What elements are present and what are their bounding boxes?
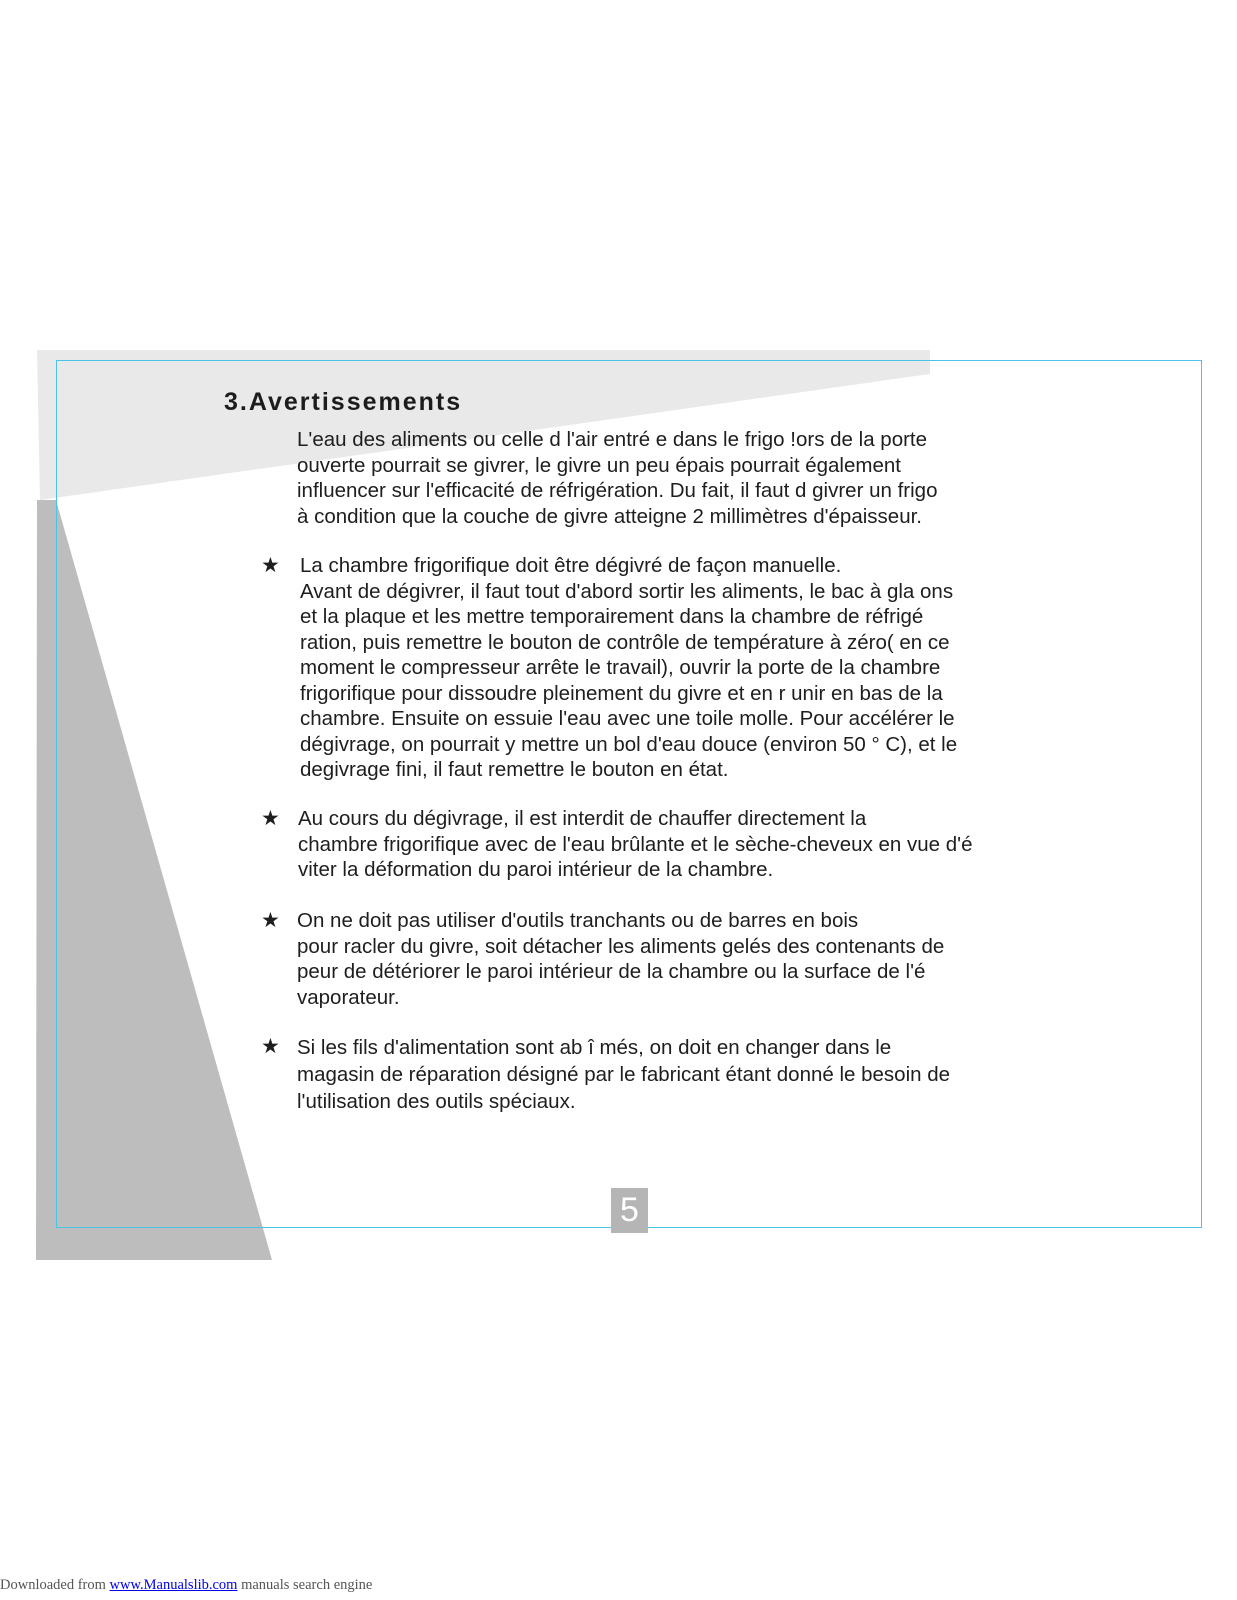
star-bullet-icon: ★ xyxy=(261,909,280,932)
text-line: chambre. Ensuite on essuie l'eau avec une toile molle. Pour accélérer le xyxy=(300,707,955,730)
section-title: 3.Avertissements xyxy=(224,388,463,416)
bullet-paragraph-2 xyxy=(298,806,973,883)
star-bullet-icon: ★ xyxy=(261,1035,280,1058)
text-line: La chambre frigorifique doit être dégivré de façon manuelle. xyxy=(300,554,842,577)
text-line: vaporateur. xyxy=(297,985,400,1009)
page-number: 5 xyxy=(611,1188,648,1233)
text-line: influencer sur l'efficacité de réfrigération. Du fait, il faut d givrer un frigo xyxy=(297,479,938,502)
text-line: moment le compresseur arrête le travail), ouvrir la porte de la chambre xyxy=(300,656,941,679)
text-line: dégivrage, on pourrait y mettre un bol d'eau douce (environ 50 ° C), et le xyxy=(300,732,958,756)
text-line: On ne doit pas utiliser d'outils tranchants ou de barres en bois xyxy=(297,909,859,932)
text-line: Si les fils d'alimentation sont ab î més, on doit en changer dans le xyxy=(297,1036,892,1059)
footer xyxy=(0,1577,372,1594)
text-line: degivrage fini, il faut remettre le bouton en état. xyxy=(300,758,729,781)
text-line: chambre frigorifique avec de l'eau brûlante et le sèche-cheveux en vue d'é xyxy=(298,832,973,856)
text-line: peur de détériorer le paroi intérieur de la chambre ou la surface de l'é xyxy=(297,960,926,983)
footer-prefix: Downloaded from xyxy=(0,1577,110,1593)
star-bullet-icon: ★ xyxy=(261,554,280,577)
text-line: magasin de réparation désigné par le fabricant étant donné le besoin de xyxy=(297,1063,951,1086)
star-bullet-icon: ★ xyxy=(261,807,280,830)
text-line: L'eau des aliments ou celle d l'air entré e dans le frigo !ors de la porte xyxy=(297,428,928,451)
footer-suffix: manuals search engine xyxy=(237,1577,373,1593)
intro-paragraph xyxy=(297,427,938,529)
text-line: à condition que la couche de givre atteigne 2 millimètres d'épaisseur. xyxy=(297,504,922,528)
text-line: viter la déformation du paroi intérieur de la chambre. xyxy=(298,858,774,881)
text-line: Avant de dégivrer, il faut tout d'abord sortir les aliments, le bac à gla ons xyxy=(300,579,954,603)
manualslib-link[interactable]: www.Manualslib.com xyxy=(109,1577,238,1593)
bullet-paragraph-1 xyxy=(300,553,957,783)
text-line: frigorifique pour dissoudre pleinement du givre et en r unir en bas de la xyxy=(300,681,943,705)
text-line: ration, puis remettre le bouton de contrôle de température à zéro( en ce xyxy=(300,630,950,654)
text-line: et la plaque et les mettre temporairement dans la chambre de réfrigé xyxy=(300,605,924,628)
text-line: l'utilisation des outils spéciaux. xyxy=(297,1090,576,1113)
bullet-paragraph-3 xyxy=(297,908,944,1010)
text-line: pour racler du givre, soit détacher les aliments gelés des contenants de xyxy=(297,934,945,958)
text-line: ouverte pourrait se givrer, le givre un peu épais pourrait également xyxy=(297,453,901,477)
bullet-paragraph-4 xyxy=(297,1034,950,1115)
text-line: Au cours du dégivrage, il est interdit de chauffer directement la xyxy=(298,807,867,830)
